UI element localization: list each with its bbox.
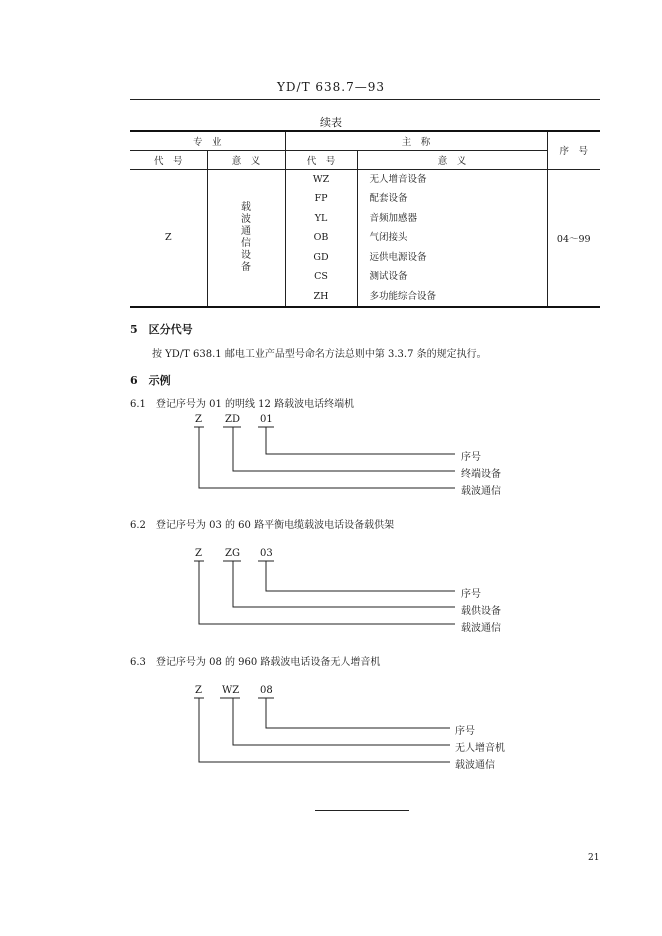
section-6-title: 6 示例 xyxy=(130,374,171,387)
section-5-text: 按 YD/T 638.1 邮电工业产品型号命名方法总则中第 3.3.7 条的规定执行。 xyxy=(152,349,487,360)
example-6-1-label-serial: 序号 xyxy=(461,452,481,463)
specialty-meaning: 载波通信设备 xyxy=(241,201,251,273)
leader-6-3-serial xyxy=(266,698,450,728)
table-caption: 续表 xyxy=(320,116,342,129)
list-item-code: CS xyxy=(314,271,328,282)
example-6-3-heading: 6.3 登记序号为 08 的 960 路载波电话设备无人增音机 xyxy=(130,657,381,668)
leader-6-1-serial xyxy=(266,427,455,454)
list-item-code: ZH xyxy=(313,290,329,302)
example-6-3-label-serial: 序号 xyxy=(455,726,475,737)
header-specialty: 专 业 xyxy=(130,131,285,150)
page-number: 21 xyxy=(588,853,600,863)
footer-rule xyxy=(315,810,409,811)
example-6-1-code-serial: 01 xyxy=(260,414,273,425)
example-6-2-label-specialty: 载波通信 xyxy=(461,623,501,634)
example-6-3-code-serial: 08 xyxy=(260,685,273,696)
list-item-code: WZ xyxy=(312,173,330,185)
header-meaning-2: 意 义 xyxy=(357,150,547,169)
example-6-2-label-serial: 序号 xyxy=(461,589,481,600)
example-6-3-label-type: 无人增音机 xyxy=(455,743,505,754)
header-serial: 序 号 xyxy=(547,131,600,169)
list-item-meaning: 无人增音设备 xyxy=(369,173,427,185)
specialty-code: Z xyxy=(164,232,172,244)
header-main-name: 主 称 xyxy=(285,131,547,150)
example-6-3-label-specialty: 载波通信 xyxy=(455,760,495,771)
list-item-meaning: 远供电源设备 xyxy=(369,251,427,263)
list-item-code: YL xyxy=(314,212,328,224)
list-item-meaning: 测试设备 xyxy=(369,271,408,282)
example-6-3-code-type: WZ xyxy=(222,685,240,696)
serial-range: 04～99 xyxy=(556,233,591,245)
list-item-meaning: 气闭接头 xyxy=(369,232,408,243)
header-code-2: 代 号 xyxy=(285,150,357,169)
standard-number-header: YD/T 638.7—93 xyxy=(276,80,386,94)
header-meaning-1: 意 义 xyxy=(207,150,285,169)
leader-6-2-serial xyxy=(266,561,455,591)
example-6-1-heading: 6.1 登记序号为 01 的明线 12 路载波电话终端机 xyxy=(130,399,355,410)
list-item-code: FP xyxy=(314,193,328,204)
example-6-2-label-type: 载供设备 xyxy=(461,606,501,617)
example-6-1-label-specialty: 载波通信 xyxy=(461,486,501,497)
header-code-1: 代 号 xyxy=(130,150,207,169)
example-6-2-code-z: Z xyxy=(195,548,202,559)
example-6-3-code-z: Z xyxy=(195,685,202,696)
example-6-2-heading: 6.2 登记序号为 03 的 60 路平衡电缆载波电话设备载供架 xyxy=(130,520,395,531)
leader-6-3-specialty xyxy=(199,698,450,762)
example-6-1-code-type: ZD xyxy=(225,414,240,425)
example-6-1-code-z: Z xyxy=(195,414,202,425)
leader-6-2-specialty xyxy=(199,561,455,624)
list-item-code: OB xyxy=(313,232,329,243)
example-6-2-code-type: ZG xyxy=(225,548,240,559)
leader-6-1-specialty xyxy=(199,427,455,488)
section-5-title: 5 区分代号 xyxy=(130,323,193,336)
example-6-2-code-serial: 03 xyxy=(260,548,273,559)
list-item-meaning: 多功能综合设备 xyxy=(369,290,437,302)
list-item-meaning: 配套设备 xyxy=(369,193,408,204)
list-item-meaning: 音频加感器 xyxy=(369,212,418,224)
example-6-1-label-type: 终端设备 xyxy=(461,469,501,480)
list-item-code: GD xyxy=(313,251,329,263)
